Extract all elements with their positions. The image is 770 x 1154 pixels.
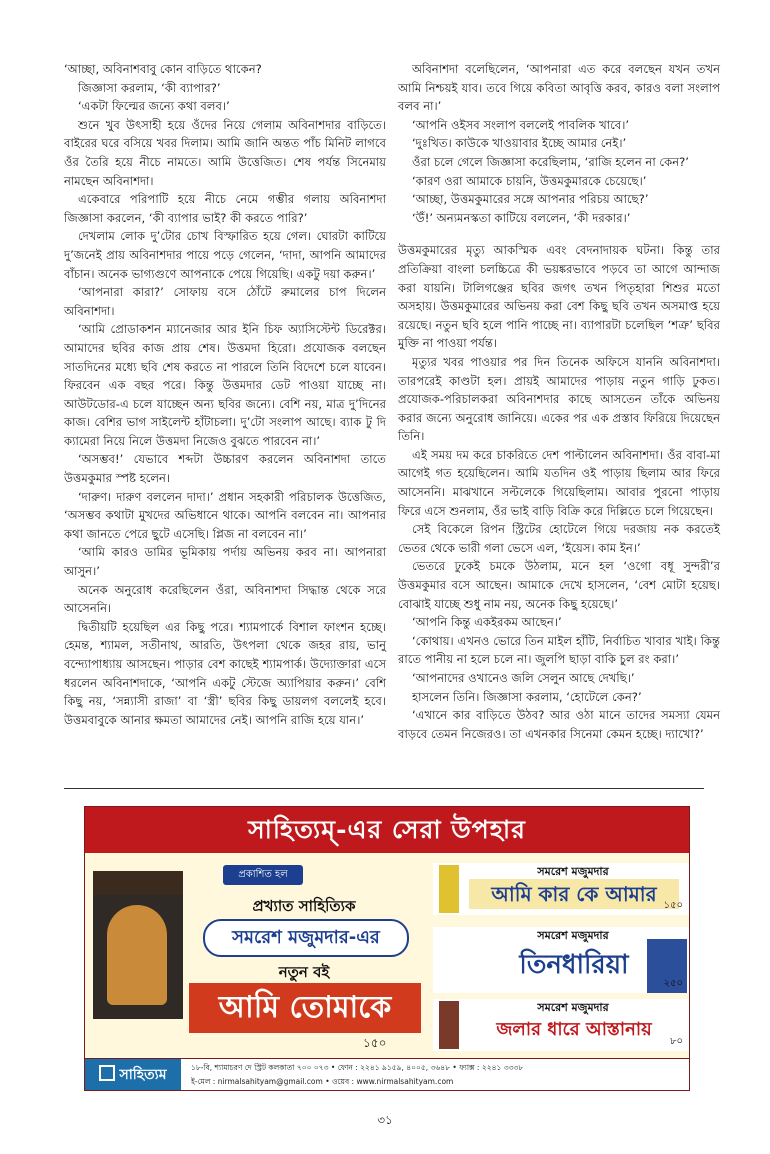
paragraph: ‘আপনারা কারা?’ সোফায় বসে ঠোঁটে রুমালের চাপ দিলেন অবিনাশদা। — [64, 285, 386, 318]
paragraph: ভেতরে ঢুকেই চমকে উঠলাম, মনে হল ‘ওগো বধূ সুন্দরী’র উত্তমকুমার বসে আছেন। আমাকে দেখে হাসলেন, ‘বেশ মোটা হয়েছ। বোঝাই যাচ্ছে শুধু নাম নয়, অনেক কিছু হয়েছে।’ — [398, 559, 720, 611]
paragraph: ‘উঁ!’ অন্যমনস্কতা কাটিয়ে বললেন, ‘কী দরকার।’ — [412, 210, 631, 225]
paragraph: ‘অসম্ভব!’ যেভাবে শব্দটা উচ্চারণ করলেন অবিনাশদা তাতে উত্তমকুমার স্পষ্ট হলেন। — [64, 452, 386, 486]
ad-footer — [85, 1058, 689, 1091]
paragraph: এই সময় দম করে চাকরিতে দেশ পাল্টালেন অবিনাশদা। ওঁর বাবা-মা আগেই গত হয়েছিলেন। আমি যতদিন ওই পাড়ায় ছিলাম আর ফিরে আসেননি। মাঝখানে সল্টলেকে গিয়েছিলাম। আবার পুরনো পাড়ায় ফিরে এসে শুনলাম, ওঁর ভাই বাড়ি বিক্রি করে দিল্লিতে চলে গিয়েছেন। — [398, 447, 720, 518]
paragraph: হাসলেন তিনি। জিজ্ঞাসা করলাম, ‘হোটেলে কেন?’ — [412, 689, 642, 704]
paragraph: সেই বিকেলে রিপন স্ট্রিটের হোটেলে গিয়ে দরজায় নক করতেই ভেতর থেকে ভারী গলা ভেসে এল, ‘ইয়েস। কাম ইন।’ — [398, 522, 720, 555]
paragraph: অবিনাশদা বলেছিলেন, ‘আপনারা এত করে বলছেন যখন তখন আমি নিশ্চয়ই যাব। তবে গিয়ে কবিতা আবৃত্তি করব, কারও বলা সংলাপ বলব না।’ — [398, 62, 720, 114]
main-book-price: ১৫০ — [363, 1036, 387, 1050]
paragraph: ‘দারুণ। দারুণ বললেন দাদা।’ প্রধান সহকারী পরিচালক উত্তেজিত, ‘অসম্ভব কথাটা মুখদের অভিধানে থাকে। আপনি বলবেন না। আপনার কথা জানতে পেরে ছুটে এসেছি। প্লিজ না বলবেন না।’ — [64, 489, 386, 541]
ad-header: সাহিত্যম্‌-এর সেরা উপহার — [85, 807, 689, 853]
cover-stripe — [93, 871, 183, 895]
publisher-logo — [85, 1059, 181, 1091]
book-price: ৮০ — [670, 1036, 683, 1047]
book-title: জলার ধারে আস্তানায় — [496, 1019, 652, 1040]
paragraph: জিজ্ঞাসা করলাম, ‘কী ব্যাপার?’ — [78, 80, 221, 95]
ad-body — [85, 853, 689, 1058]
book-price: ১৫০ — [663, 900, 683, 911]
paragraph: ‘আমি প্রোডাকশন ম্যানেজার আর ইনি চিফ অ্যাসিস্টেন্ট ডিরেক্টর। আমাদের ছবির কাজ প্রায় শেষ। উত্তমদা হিরো। প্রযোজক বলছেন সাতদিনের মধ্যে ছবি শেষ করতে না পারলে তিনি বিদেশে চলে যাবেন। ফিরবেন এক বছর পরে। কিন্তু উত্তমদার ডেট পাওয়া যাচ্ছে না। আউটডোর-এ চলে যাচ্ছেন অন্য ছবির জন্যে। বেশি নয়, মাত্র দু’দিনের কাজ। বেশির ভাগ সাইলেন্ট হাঁটাচলা। দু’টো সংলাপ আছে। ব্যাক টু দি ক্যামেরা নিয়ে নিলে উত্তমদা নিজেও বুঝতে পারবেন না।’ — [64, 322, 386, 448]
paragraph: ‘আচ্ছা, অবিনাশবাবু কোন বাড়িতে থাকেন? — [64, 62, 262, 76]
book-price: ২৫০ — [663, 978, 683, 989]
cover-figure — [107, 905, 167, 1005]
paragraph: ‘দুঃখিত। কাউকে খাওয়াবার ইচ্ছে আমার নেই।’ — [412, 136, 627, 151]
book-title: আমি কার কে আমার — [469, 879, 679, 909]
book-cover-image — [93, 871, 183, 1019]
paragraph: দ্বিতীয়টি হয়েছিল এর কিছু পরে। শ্যামপার্কে বিশাল ফাংশন হচ্ছে। হেমন্ত, শ্যামল, সতীনাথ, আরতি, উৎপলা থেকে জহর রায়, ভানু বন্দ্যোপাধ্যায় আসছেন। পাড়ার বেশ কাছেই শ্যামপার্ক। উদ্যোক্তারা এসে ধরলেন অবিনাশদাকে, ‘আপনি একটু স্টেজে অ্যাপিয়ার করুন।’ বেশি কিছু নয়, ‘সন্ন্যাসী রাজা’ বা ‘স্ত্রী’ ছবির কিছু ডায়লগ বললেই হবে। উত্তমবাবুকে আনার ক্ষমতা আমাদের নেই। আপনি রাজি হয়ে যান।’ — [64, 619, 386, 727]
paragraph: ‘একটা ফিল্মের জন্যে কথা বলব।’ — [78, 99, 230, 114]
book-advertisement — [84, 806, 690, 1091]
paragraph: অনেক অনুরোধ করেছিলেন ওঁরা, অবিনাশদা সিদ্ধান্ত থেকে সরে আসেননি। — [64, 582, 386, 616]
book-title: তিনধারিয়া — [519, 950, 629, 980]
paragraph: ‘আচ্ছা, উত্তমকুমারের সঙ্গে আপনার পরিচয় আছে?’ — [412, 192, 649, 207]
paragraph: দেখলাম লোক দু’টোর চোখ বিস্ফারিত হয়ে গেল। ঘোরটা কাটিয়ে দু’জনেই প্রায় অবিনাশদার পায়ে পড়ে গেলেন, ‘দাদা, আপনি আমাদের বাঁচান। অনেক ভাগ্যগুণে আপনাকে পেয়ে গিয়েছি। একটু দয়া করুন।’ — [64, 229, 386, 281]
book-icon — [99, 1065, 115, 1081]
book-thumb — [439, 1001, 459, 1049]
publisher-web: ই-মেল : nirmalsahityam@gmail.com • ওয়েব : www.nirmalsahityam.com — [191, 1077, 454, 1086]
book-item — [433, 863, 689, 915]
paragraph: ‘কারণ ওরা আমাকে চায়নি, উত্তমকুমারকে চেয়েছে।’ — [412, 173, 647, 188]
published-badge: প্রকাশিত হল — [223, 865, 303, 885]
paragraph: ওঁরা চলে গেলে জিজ্ঞাসা করেছিলাম, ‘রাজি হলেন না কেন?’ — [412, 154, 689, 169]
paragraph: ‘আমি কারও ডামির ভূমিকায় পর্দায় অভিনয় করব না। আপনারা আসুন।’ — [64, 545, 386, 579]
paragraph: মৃত্যুর খবর পাওয়ার পর দিন তিনেক অফিসে যাননি অবিনাশদা। তারপরেই কাণ্ডটা হল। প্রায়ই আমাদের পাড়ায় নতুন গাড়ি ঢুকত। প্রযোজক-পরিচালকরা অবিনাশদার কাছে আসতেন তাঁকে অভিনয় করার জন্যে অনুরোধ জানিয়ে। একের পর এক প্রস্তাব ফিরিয়ে দিয়েছেন তিনি। — [398, 354, 720, 444]
book-author: সমরেশ মজুমদার — [537, 865, 609, 878]
divider-line — [64, 788, 704, 789]
author-banner: সমরেশ মজুমদার-এর — [203, 919, 409, 957]
book-author: সমরেশ মজুমদার — [537, 1001, 609, 1014]
book-thumb — [439, 865, 459, 913]
paragraph: ‘আপনি ওইসব সংলাপ বললেই পাবলিক খাবে।’ — [412, 117, 630, 132]
paragraph: শুনে খুব উৎসাহী হয়ে ওঁদের নিয়ে গেলাম অবিনাশদার বাড়িতে। বাইরের ঘরে বসিয়ে খবর দিলাম। আমি জানি অন্তত পাঁচ মিনিট লাগবে ওঁর তৈরি হয়ে নীচে নামতে। আমি উত্তেজিত। শেষ পর্যন্ত সিনেমায় নামছেন অবিনাশদা। — [64, 117, 386, 188]
paragraph: উত্তমকুমারের মৃত্যু আকস্মিক এবং বেদনাদায়ক ঘটনা। কিন্তু তার প্রতিক্রিয়া বাংলা চলচ্চিত্রে কী ভয়ঙ্করভাবে পড়বে তা আগে আন্দাজ করা যায়নি। টালিগঞ্জের ছবির জগৎ তখন পিতৃহারা শিশুর মতো অসহায়। উত্তমকুমারের অভিনয় করা বেশ কিছু ছবি তখন অসমাপ্ত হয়ে রয়েছে। নতুন ছবি হলে পানি পাচ্ছে না। ব্যাপারটা চলেছিল ‘শত্রু’ ছবির মুক্তি না পাওয়া পর্যন্ত। — [398, 243, 720, 351]
left-column — [64, 60, 386, 729]
page-number: ৩১ — [377, 1113, 393, 1127]
book-item — [433, 927, 689, 993]
new-book-label: নতুন বই — [278, 963, 330, 981]
book-author: সমরেশ মজুমদার — [537, 929, 609, 942]
paragraph: একেবারে পরিপাটি হয়ে নীচে নেমে গম্ভীর গলায় অবিনাশদা জিজ্ঞাসা করলেন, ‘কী ব্যাপার ভাই? কী করতে পারি?’ — [64, 192, 386, 225]
publisher-address: ১৮-বি, শ্যামাচরণ দে স্ট্রিট কলকাতা ৭০০ ০৭৩ • ফোন : ২২৪১ ৯১৫৯, ৪০০৫, ৩৬৪৮ • ফ্যাক্স : ২২৪১ ৩৩৩৮ — [191, 1063, 524, 1072]
main-book-title: আমি তোমাকে — [189, 983, 421, 1033]
book-item — [433, 999, 689, 1051]
right-column — [398, 60, 720, 743]
logo-text: সাহিত্যম — [119, 1067, 167, 1083]
paragraph: ‘আপনি কিন্তু একইরকম আছেন।’ — [412, 615, 562, 630]
paragraph: ‘আপনাদের ওখানেও জলি সেলুন আছে দেখছি।’ — [412, 671, 635, 685]
paragraph: ‘কোথায়। এখনও ভোরে তিন মাইল হাঁটি, নির্বাচিত খাবার খাই। কিন্তু রাতে পানীয় না হলে চলে না। জুলপি ছাড়া বাকি চুল রং করা।’ — [398, 633, 720, 667]
famous-writer-label: প্রখ্যাত সাহিত্যিক — [252, 897, 356, 915]
paragraph: ‘এখানে কার বাড়িতে উঠব? আর ওঠা মানে তাদের সমস্যা যেমন বাড়বে তেমন নিজেরও। তা এখনকার সিনেমা কেমন হচ্ছে। দ্যাখো?’ — [398, 708, 720, 741]
